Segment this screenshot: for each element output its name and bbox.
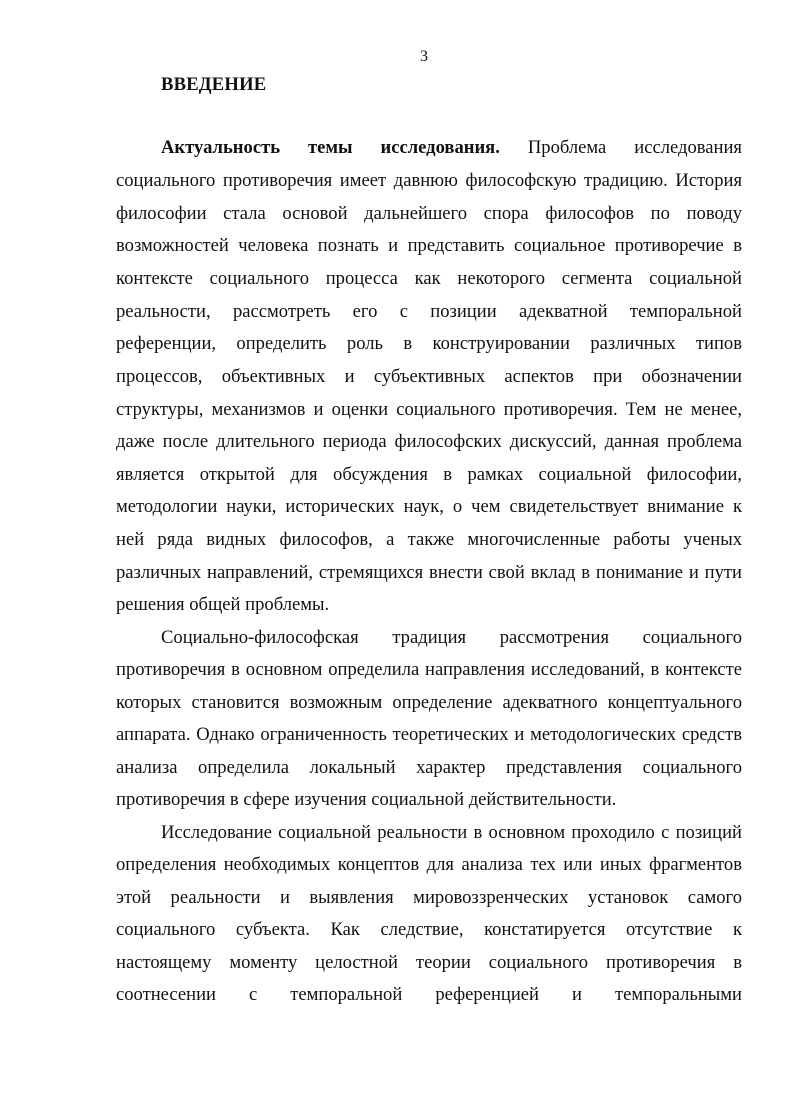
lead-bold-phrase: Актуальность темы исследования.: [161, 137, 500, 158]
paragraph-2-line: противоречия в основном определила направления исследований, в контексте: [116, 659, 742, 680]
paragraph-2-line: которых становится возможным определение адекватного концептуального: [116, 692, 742, 713]
paragraph-3-line: настоящему моменту целостной теории социального противоречия в: [116, 952, 742, 973]
paragraph-2-line: аппарата. Однако ограниченность теоретических и методологических средств: [116, 724, 742, 745]
paragraph-1-line: является открытой для обсуждения в рамках социальной философии,: [116, 464, 742, 485]
paragraph-1-line: структуры, механизмов и оценки социального противоречия. Тем не менее,: [116, 399, 742, 420]
paragraph-1-line: реальности, рассмотреть его с позиции адекватной темпоральной: [116, 301, 742, 322]
paragraph-1-line: возможностей человека познать и представить социальное противоречие в: [116, 235, 742, 256]
paragraph-1-line: референции, определить роль в конструировании различных типов: [116, 333, 742, 354]
paragraph-1-line: методологии науки, исторических наук, о чем свидетельствует внимание к: [116, 496, 742, 517]
paragraph-1-line: контексте социального процесса как некоторого сегмента социальной: [116, 268, 742, 289]
paragraph-1-line-0: [161, 136, 742, 160]
paragraph-3-line: социального субъекта. Как следствие, констатируется отсутствие к: [116, 919, 742, 940]
paragraph-3-line: определения необходимых концептов для анализа тех или иных фрагментов: [116, 854, 742, 875]
paragraph-1-line: различных направлений, стремящихся внести свой вклад в понимание и пути: [116, 562, 742, 583]
paragraph-1-line: социального противоречия имеет давнюю философскую традицию. История: [116, 170, 742, 191]
paragraph-3-line: соотнесении с темпоральной референцией и темпоральными: [116, 984, 742, 1005]
paragraph-1-line: философии стала основой дальнейшего спора философов по поводу: [116, 203, 742, 224]
page-number: 3: [420, 48, 428, 65]
paragraph-3-line: этой реальности и выявления мировоззренческих установок самого: [116, 887, 742, 908]
paragraph-1-line: даже после длительного периода философских дискуссий, данная проблема: [116, 431, 742, 452]
paragraph-2-line: анализа определила локальный характер представления социального: [116, 757, 742, 778]
paragraph-3-line: Исследование социальной реальности в основном проходило с позиций: [161, 822, 742, 843]
paragraph-2-line: Социально-философская традиция рассмотрения социального: [161, 627, 742, 648]
section-heading: ВВЕДЕНИЕ: [161, 74, 267, 95]
paragraph-2-line-last: противоречия в сфере изучения социальной действительности.: [116, 789, 617, 810]
paragraph-1-line: процессов, объективных и субъективных аспектов при обозначении: [116, 366, 742, 387]
paragraph-1-line: ней ряда видных философов, а также многочисленные работы ученых: [116, 529, 742, 550]
lead-rest-phrase: Проблема исследования: [499, 137, 742, 158]
paragraph-1-line-last: решения общей проблемы.: [116, 594, 330, 615]
